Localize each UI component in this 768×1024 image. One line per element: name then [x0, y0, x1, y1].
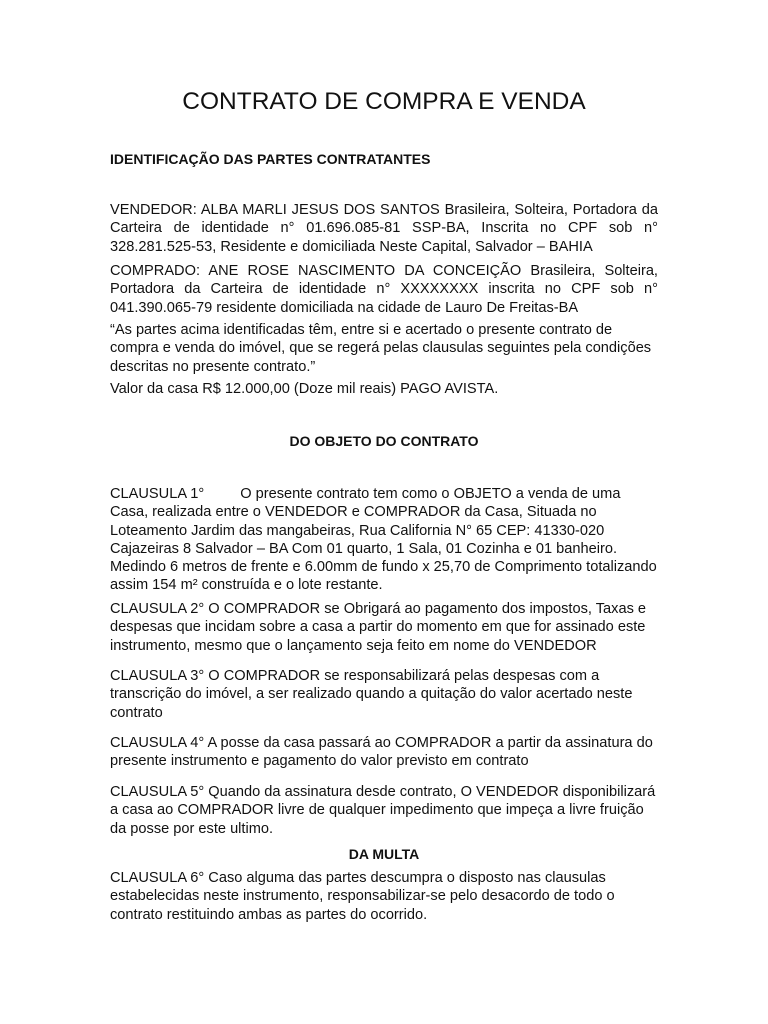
- clause-1-text: O presente contrato tem como o OBJETO a venda de uma Casa, realizada entre o VENDEDOR e COMPRADOR da Casa, Situada no Loteamento Jardim das mangabeiras, Rua California N° 65 CEP: 41330-020 Cajazeiras 8 Salvador – BA Com 01 quarto, 1 Sala, 01 Cozinha e 01 banheiro. Medindo 6 metros de frente e 6.00mm de fundo x 25,70 de Comprimento totalizando assim 154 m² construída e o lote restante.: [110, 486, 657, 594]
- clause-1-label: CLAUSULA 1°: [110, 486, 205, 502]
- clause-6: CLAUSULA 6° Caso alguma das partes descumpra o disposto nas clausulas estabelecidas neste instrumento, responsabilizar-se pelo desacordo de todo o contrato restituindo ambas as partes do ocorrido.: [110, 870, 615, 923]
- seller-paragraph: VENDEDOR: ALBA MARLI JESUS DOS SANTOS Brasileira, Solteira, Portadora da Carteira de identidade n° 01.696.085-81 SSP-BA, Inscrita no CPF sob n° 328.281.525-53, Residente e domiciliada Neste Capital, Salvador – BAHIA: [110, 202, 658, 255]
- section-heading-parties: IDENTIFICAÇÃO DAS PARTES CONTRATANTES: [110, 151, 431, 167]
- section-heading-penalty: DA MULTA: [348, 846, 420, 862]
- document-title: CONTRATO DE COMPRA E VENDA: [182, 88, 586, 115]
- agreement-paragraph: “As partes acima identificadas têm, entre si e acertado o presente contrato de compra e venda do imóvel, que se regerá pelas clausulas seguintes pela condições descritas no presente contrato.”: [110, 322, 652, 375]
- buyer-paragraph: COMPRADO: ANE ROSE NASCIMENTO DA CONCEIÇÃO Brasileira, Solteira, Portadora da Carteira de identidade n° XXXXXXXX inscrita no CPF sob n° 041.390.065-79 residente domiciliada na cidade de Lauro De Freitas-BA: [110, 263, 658, 316]
- section-heading-object: DO OBJETO DO CONTRATO: [289, 433, 479, 449]
- price-paragraph: Valor da casa R$ 12.000,00 (Doze mil reais) PAGO AVISTA.: [110, 381, 499, 397]
- clause-1: [110, 485, 658, 595]
- clause-3: CLAUSULA 3° O COMPRADOR se responsabilizará pelas despesas com a transcrição do imóvel, a ser realizado quando a quitação do valor acertado neste contrato: [110, 668, 633, 721]
- clause-4: CLAUSULA 4° A posse da casa passará ao COMPRADOR a partir da assinatura do presente instrumento e pagamento do valor previsto em contrato: [110, 735, 653, 770]
- clause-5: CLAUSULA 5° Quando da assinatura desde contrato, O VENDEDOR disponibilizará a casa ao COMPRADOR livre de qualquer impedimento que impeça a livre fruição da posse por este ultimo.: [110, 784, 656, 837]
- clause-2: CLAUSULA 2° O COMPRADOR se Obrigará ao pagamento dos impostos, Taxas e despesas que incidam sobre a casa a partir do momento em que for assinado este instrumento, mesmo que o lançamento seja feito em nome do VENDEDOR: [110, 601, 647, 654]
